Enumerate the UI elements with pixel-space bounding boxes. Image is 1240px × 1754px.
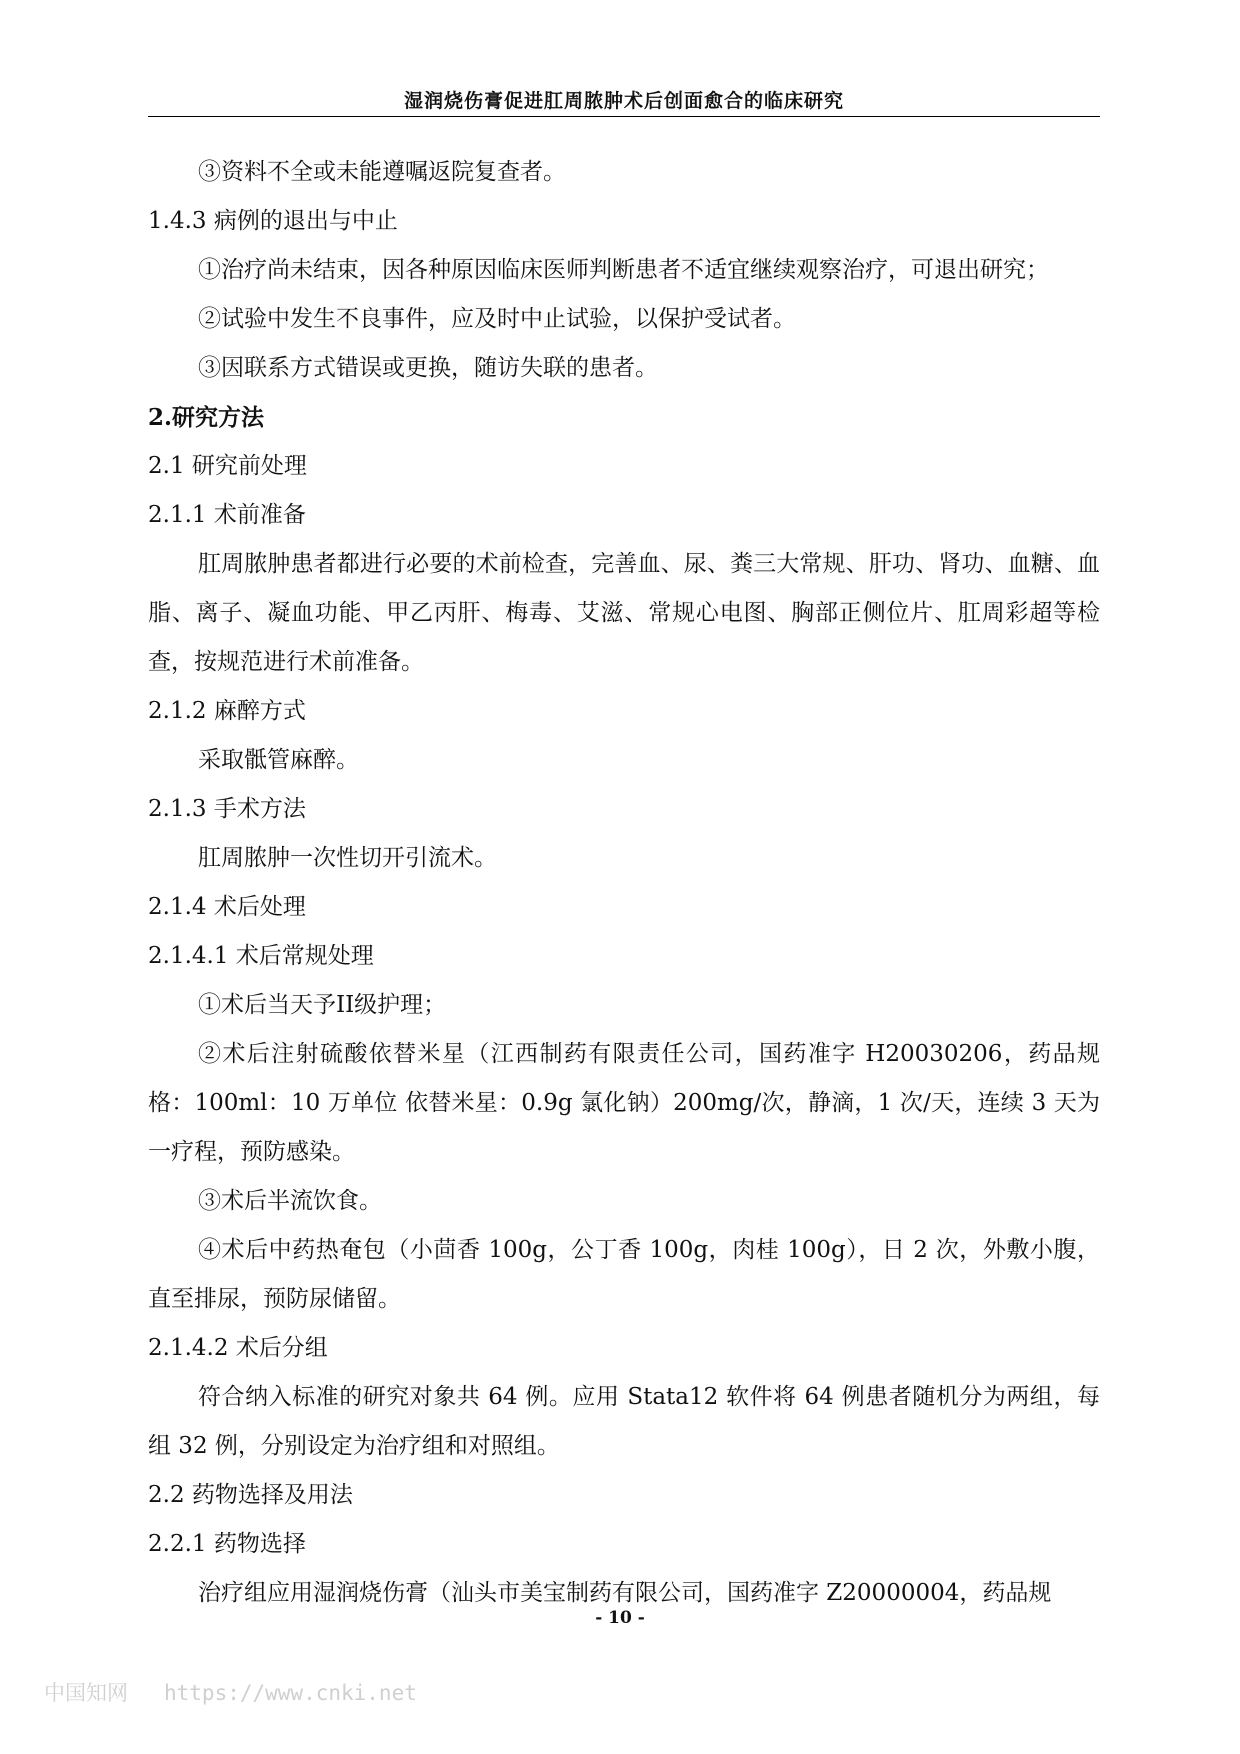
list-item: ①术后当天予II级护理； — [198, 992, 447, 1018]
section-heading: 2.1 研究前处理 — [148, 453, 307, 479]
section-heading: 2.1.4.1 术后常规处理 — [148, 943, 374, 969]
section-heading: 2.1.1 术前准备 — [148, 502, 306, 528]
section-heading: 1.4.3 病例的退出与中止 — [148, 208, 398, 234]
watermark — [44, 1677, 417, 1707]
list-item: ①治疗尚未结束，因各种原因临床医师判断患者不适宜继续观察治疗，可退出研究； — [198, 257, 1049, 283]
paragraph: 治疗组应用湿润烧伤膏（汕头市美宝制药有限公司，国药准字 Z20000004，药品规 — [198, 1580, 1052, 1606]
watermark-logo: 中国知网 — [44, 1681, 128, 1705]
list-item: ③因联系方式错误或更换，随访失联的患者。 — [198, 355, 658, 381]
list-item: ④术后中药热奄包（小茴香 100g，公丁香 100g，肉桂 100g），日 2 次，外敷小腹，直至排尿，预防尿储留。 — [148, 1237, 1100, 1312]
section-heading: 2.1.3 手术方法 — [148, 796, 306, 822]
section-heading: 2.1.2 麻醉方式 — [148, 698, 306, 724]
paragraph: 采取骶管麻醉。 — [198, 747, 359, 773]
list-item: ②试验中发生不良事件，应及时中止试验，以保护受试者。 — [198, 306, 796, 332]
section-heading: 2.1.4 术后处理 — [148, 894, 306, 920]
page-number: - 10 - — [595, 1608, 645, 1628]
running-header: 湿润烧伤膏促进肛周脓肿术后创面愈合的临床研究 — [403, 90, 844, 112]
chapter-heading: 2.研究方法 — [148, 404, 265, 431]
list-item: ②术后注射硫酸依替米星（江西制药有限责任公司，国药准字 H20030206，药品规格：100ml：10 万单位 依替米星：0.9g 氯化钠）200mg/次，静滴，1 次/天，连续 3 天为一疗程，预防感染。 — [148, 1041, 1100, 1165]
document-body — [148, 148, 1100, 1618]
paragraph: 肛周脓肿一次性切开引流术。 — [198, 845, 497, 871]
section-heading: 2.2.1 药物选择 — [148, 1531, 306, 1557]
paragraph: 肛周脓肿患者都进行必要的术前检查，完善血、尿、粪三大常规、肝功、肾功、血糖、血脂、离子、凝血功能、甲乙丙肝、梅毒、艾滋、常规心电图、胸部正侧位片、肛周彩超等检查，按规范进行术前准备。 — [148, 551, 1100, 675]
list-item: ③术后半流饮食。 — [198, 1188, 382, 1214]
header-rule — [148, 116, 1100, 117]
section-heading: 2.1.4.2 术后分组 — [148, 1335, 328, 1361]
paragraph: 符合纳入标准的研究对象共 64 例。应用 Stata12 软件将 64 例患者随机分为两组，每组 32 例，分别设定为治疗组和对照组。 — [148, 1384, 1100, 1459]
list-item: ③资料不全或未能遵嘱返院复查者。 — [198, 159, 566, 185]
watermark-url: https://www.cnki.net — [164, 1681, 417, 1705]
section-heading: 2.2 药物选择及用法 — [148, 1482, 353, 1508]
